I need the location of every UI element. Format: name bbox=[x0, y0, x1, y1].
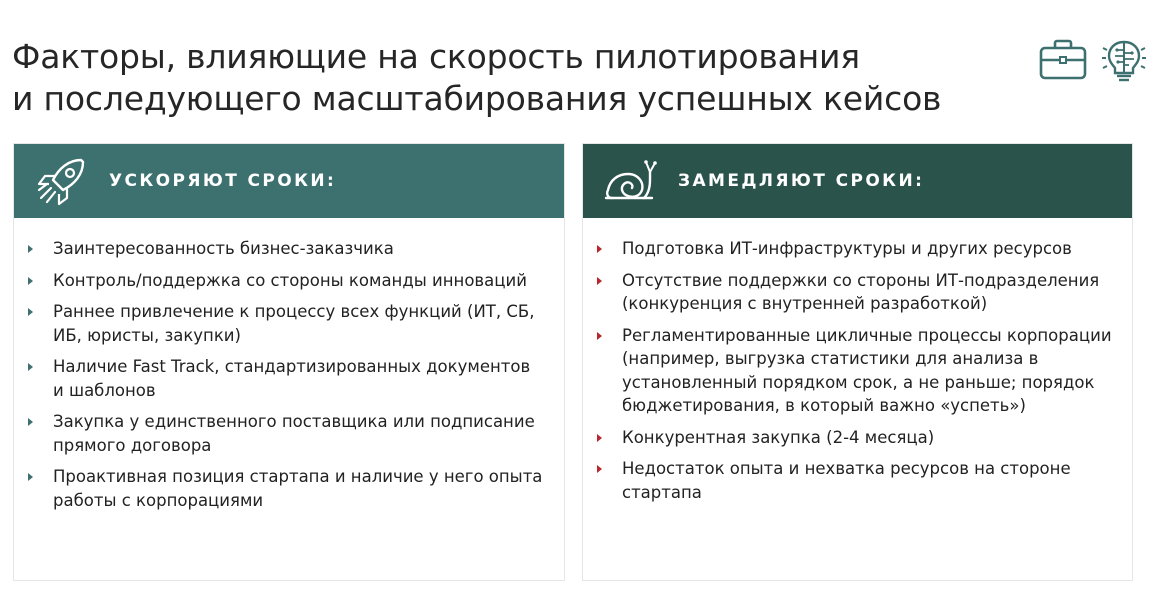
list-item-text: Регламентированные цикличные процессы корпорации (например, выгрузка статистики для анализа в установленный порядком срок, а не раньше; порядок бюджетирования, в который важно «успеть») bbox=[622, 325, 1112, 415]
bullet-arrow-icon bbox=[28, 245, 33, 253]
list-item-text: Проактивная позиция стартапа и наличие у него опыта работы с корпорациями bbox=[53, 467, 543, 510]
list-item-text: Контроль/поддержка со стороны команды инноваций bbox=[53, 270, 527, 290]
slowing-factors-header bbox=[583, 144, 1132, 218]
list-item bbox=[597, 269, 1112, 316]
accelerating-factors-title: УСКОРЯЮТ СРОКИ: bbox=[109, 171, 337, 191]
rocket-icon bbox=[31, 154, 93, 208]
briefcase-icon bbox=[1038, 38, 1088, 82]
list-item-text: Подготовка ИТ-инфраструктуры и других ресурсов bbox=[622, 239, 1072, 258]
slowing-factors-panel bbox=[582, 143, 1133, 581]
list-item-text: Раннее привлечение к процессу всех функций (ИТ, СБ, ИБ, юристы, закупки) bbox=[53, 302, 535, 345]
top-icons bbox=[1038, 38, 1150, 84]
list-item bbox=[597, 426, 1112, 450]
brain-circuit-lightbulb-icon bbox=[1100, 38, 1148, 84]
list-item-text: Заинтересованность бизнес-заказчика bbox=[53, 239, 394, 258]
list-item bbox=[28, 465, 544, 512]
bullet-arrow-icon bbox=[597, 332, 602, 340]
bullet-arrow-icon bbox=[28, 473, 33, 481]
list-item bbox=[597, 457, 1112, 504]
list-item bbox=[28, 269, 544, 293]
bullet-arrow-icon bbox=[28, 308, 33, 316]
bullet-arrow-icon bbox=[597, 434, 602, 442]
list-item bbox=[28, 410, 544, 457]
list-item bbox=[597, 237, 1112, 261]
accelerating-factors-list bbox=[14, 218, 564, 512]
list-item-text: Конкурентная закупка (2-4 месяца) bbox=[622, 427, 935, 447]
bullet-arrow-icon bbox=[28, 363, 33, 371]
list-item-text: Закупка у единственного поставщика или подписание прямого договора bbox=[53, 412, 535, 455]
bullet-arrow-icon bbox=[28, 418, 33, 426]
list-item bbox=[28, 355, 544, 402]
accelerating-factors-panel bbox=[13, 143, 565, 581]
snail-icon bbox=[600, 154, 662, 208]
bullet-arrow-icon bbox=[28, 277, 33, 285]
list-item-text: Отсутствие поддержки со стороны ИТ-подразделения (конкуренция с внутренней разработкой) bbox=[622, 270, 1100, 313]
slowing-factors-title: ЗАМЕДЛЯЮТ СРОКИ: bbox=[678, 171, 925, 191]
accelerating-factors-header bbox=[14, 144, 564, 218]
list-item bbox=[28, 300, 544, 347]
page-title-line-2: и последующего масштабирования успешных кейсов bbox=[12, 79, 942, 118]
bullet-arrow-icon bbox=[597, 245, 602, 253]
slowing-factors-list bbox=[583, 218, 1132, 504]
page-title-line-1: Факторы, влияющие на скорость пилотирования bbox=[12, 37, 860, 76]
bullet-arrow-icon bbox=[597, 465, 602, 473]
list-item-text: Недостаток опыта и нехватка ресурсов на стороне стартапа bbox=[622, 459, 1071, 502]
list-item-text: Наличие Fast Track, стандартизированных документов и шаблонов bbox=[53, 357, 531, 400]
list-item bbox=[28, 237, 544, 261]
list-item bbox=[597, 324, 1112, 418]
page-title bbox=[12, 36, 941, 120]
bullet-arrow-icon bbox=[597, 277, 602, 285]
